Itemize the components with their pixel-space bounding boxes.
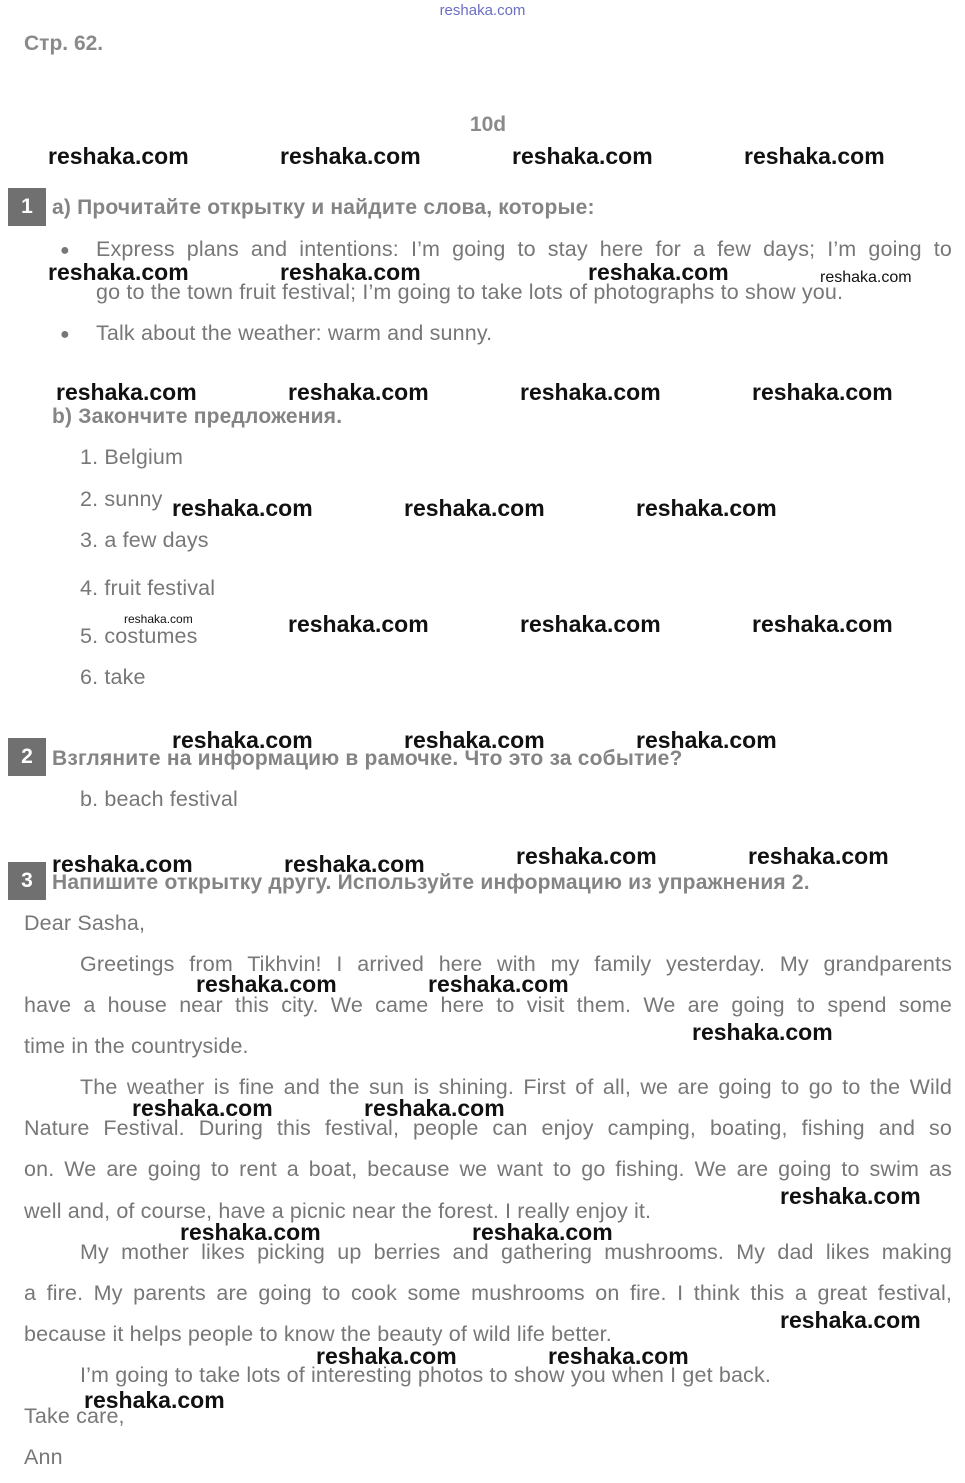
watermark: reshaka.com bbox=[172, 727, 313, 753]
watermark: reshaka.com bbox=[692, 1019, 833, 1045]
watermark: reshaka.com bbox=[280, 259, 421, 285]
answer-item: 3. a few days bbox=[80, 528, 209, 552]
watermark: reshaka.com bbox=[404, 495, 545, 521]
letter-line: because it helps people to know the beauty of wild life better. bbox=[24, 1322, 612, 1346]
bullet-1-line-2: go to the town fruit festival; I’m going to take lots of photographs to show you. bbox=[96, 280, 844, 304]
letter-line: well and, of course, have a picnic near the forest. I really enjoy it. bbox=[24, 1199, 652, 1223]
letter-line: Dear Sasha, bbox=[24, 911, 146, 935]
letter-line: Take care, bbox=[24, 1404, 125, 1428]
task-3-number: 3 bbox=[8, 862, 46, 900]
letter-line: Greetings from Tikhvin! I arrived here with my family yesterday. My grandparents bbox=[80, 952, 952, 976]
bullet-2: Talk about the weather: warm and sunny. bbox=[96, 321, 493, 345]
letter-line: a fire. My parents are going to cook some mushrooms on fire. I think this a great festival, bbox=[24, 1281, 952, 1305]
answer-item: 6. take bbox=[80, 665, 146, 689]
watermark: reshaka.com bbox=[636, 727, 777, 753]
letter-line: My mother likes picking up berries and gathering mushrooms. My dad likes making bbox=[80, 1240, 952, 1264]
watermark: reshaka.com bbox=[472, 1219, 613, 1245]
task-1b-title: b) Закончите предложения. bbox=[52, 405, 343, 428]
watermark: reshaka.com bbox=[752, 379, 893, 405]
watermark: reshaka.com bbox=[820, 269, 912, 286]
watermark: reshaka.com bbox=[548, 1343, 689, 1369]
section-title: 10d bbox=[469, 113, 507, 136]
watermark: reshaka.com bbox=[284, 851, 425, 877]
watermark: reshaka.com bbox=[404, 727, 545, 753]
site-header-link[interactable]: reshaka.com bbox=[439, 2, 526, 19]
watermark: reshaka.com bbox=[520, 379, 661, 405]
watermark: reshaka.com bbox=[588, 259, 729, 285]
watermark: reshaka.com bbox=[180, 1219, 321, 1245]
watermark: reshaka.com bbox=[48, 259, 189, 285]
watermark: reshaka.com bbox=[172, 495, 313, 521]
letter-line: have a house near this city. We came here to visit them. We are going to spend some bbox=[24, 993, 952, 1017]
letter-line: Nature Festival. During this festival, people can enjoy camping, boating, fishing and so bbox=[24, 1116, 952, 1140]
task-2-title: Взгляните на информацию в рамочке. Что это за событие? bbox=[52, 747, 683, 770]
watermark: reshaka.com bbox=[316, 1343, 457, 1369]
watermark: reshaka.com bbox=[744, 143, 885, 169]
letter-line: I’m going to take lots of interesting photos to show you when I get back. bbox=[80, 1363, 771, 1387]
watermark: reshaka.com bbox=[124, 612, 193, 626]
letter-line: Ann bbox=[24, 1445, 63, 1469]
watermark: reshaka.com bbox=[512, 143, 653, 169]
watermark: reshaka.com bbox=[52, 851, 193, 877]
page-label: Стр. 62. bbox=[24, 32, 104, 55]
watermark: reshaka.com bbox=[516, 843, 657, 869]
watermark: reshaka.com bbox=[748, 843, 889, 869]
task-1a-title: а) Прочитайте открытку и найдите слова, которые: bbox=[52, 196, 595, 219]
watermark: reshaka.com bbox=[196, 971, 337, 997]
task-2-number: 2 bbox=[8, 738, 46, 776]
task-1-number: 1 bbox=[8, 188, 46, 226]
task-2-answer: b. beach festival bbox=[80, 787, 238, 811]
watermark: reshaka.com bbox=[364, 1095, 505, 1121]
letter-line: on. We are going to rent a boat, because we want to go fishing. We are going to swim as bbox=[24, 1157, 952, 1181]
watermark: reshaka.com bbox=[780, 1183, 921, 1209]
watermark: reshaka.com bbox=[56, 379, 197, 405]
watermark: reshaka.com bbox=[280, 143, 421, 169]
bullet-1-line-1: Express plans and intentions: I’m going to stay here for a few days; I’m going to bbox=[96, 237, 952, 261]
answer-item: 4. fruit festival bbox=[80, 576, 216, 600]
watermark: reshaka.com bbox=[84, 1387, 225, 1413]
answer-item: 1. Belgium bbox=[80, 445, 184, 469]
watermark: reshaka.com bbox=[288, 379, 429, 405]
task-3-title: Напишите открытку другу. Используйте информацию из упражнения 2. bbox=[52, 871, 810, 894]
watermark: reshaka.com bbox=[520, 611, 661, 637]
watermark: reshaka.com bbox=[636, 495, 777, 521]
watermark: reshaka.com bbox=[780, 1307, 921, 1333]
watermark: reshaka.com bbox=[48, 143, 189, 169]
letter-line: The weather is fine and the sun is shining. First of all, we are going to go to the Wild bbox=[80, 1075, 952, 1099]
answer-item: 5. costumes bbox=[80, 624, 198, 648]
bullet-dot: ● bbox=[60, 326, 70, 343]
watermark: reshaka.com bbox=[132, 1095, 273, 1121]
watermark: reshaka.com bbox=[752, 611, 893, 637]
answer-item: 2. sunny bbox=[80, 487, 163, 511]
letter-line: time in the countryside. bbox=[24, 1034, 249, 1058]
watermark: reshaka.com bbox=[428, 971, 569, 997]
watermark: reshaka.com bbox=[288, 611, 429, 637]
bullet-dot: ● bbox=[60, 242, 70, 259]
